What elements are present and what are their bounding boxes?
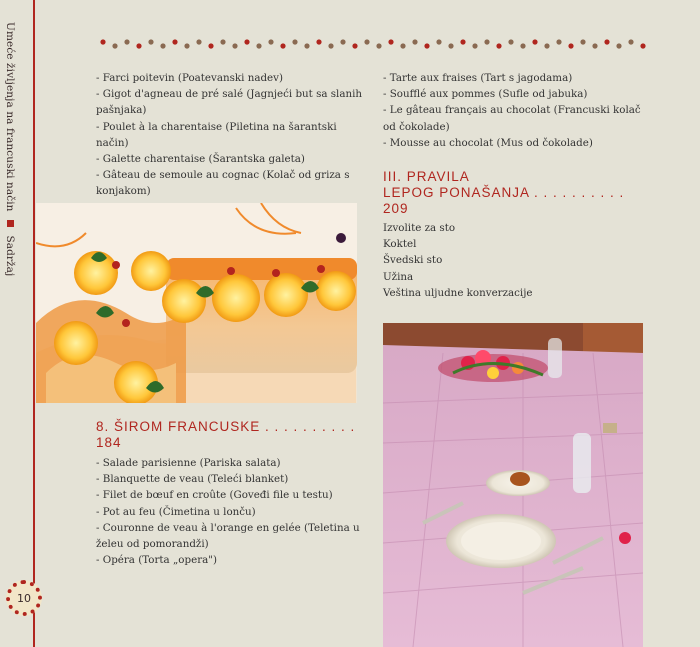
page-number-badge	[6, 580, 42, 616]
recipe-item: - Blanquette de veau (Teleći blanket)	[96, 473, 289, 486]
page-number: 10	[17, 591, 31, 605]
dessert-photo	[36, 203, 357, 403]
topic-list	[383, 220, 648, 301]
recipe-item: - Galette charentaise (Šarantska galeta)	[96, 153, 305, 166]
section-title-line1: III. PRAVILA	[383, 169, 470, 184]
decorative-border	[97, 38, 647, 50]
recipe-list	[96, 455, 366, 568]
topic-item: Koktel	[383, 238, 417, 251]
recipe-item: - Mousse au chocolat (Mus od čokolade)	[383, 136, 593, 149]
section-8-heading	[96, 419, 366, 451]
topic-item: Izvolite za sto	[383, 222, 456, 234]
recipe-item: - Tarte aux fraises (Tart s jagodama)	[383, 72, 573, 84]
recipe-item: - Poulet à la charentaise (Piletina na šarantski način)	[96, 120, 337, 149]
page-spine	[0, 0, 37, 647]
section-title-line2: LEPOG PONAŠANJA . . . . . . . . . . 209	[383, 185, 625, 216]
topic-item: Veština uljudne konverzacije	[383, 286, 533, 299]
recipe-item: - Couronne de veau à l'orange en gelée (Teletina u želeu od pomorandži)	[96, 521, 360, 551]
recipe-item: - Gigot d'agneau de pré salé (Jagnjeći but sa slanih pašnjaka)	[96, 88, 363, 117]
section-8-list	[96, 455, 366, 568]
spine-rule	[33, 0, 35, 647]
recipe-item: - Filet de bœuf en croûte (Goveđi file u testu)	[96, 489, 333, 502]
recipe-item: - Farci poitevin (Poatevanski nadev)	[96, 72, 283, 84]
book-title: Umeće življenja na francuski način	[4, 22, 16, 212]
recipe-item: - Soufflé aux pommes (Sufle od jabuka)	[383, 88, 588, 101]
menu-column-left	[96, 70, 366, 200]
running-header	[4, 22, 16, 276]
recipe-item: - Pot au feu (Čimetina u lonču)	[96, 505, 256, 518]
header-separator	[7, 220, 14, 227]
topic-item: Švedski sto	[383, 254, 443, 267]
recipe-item: - Le gâteau français au chocolat (Francuski kolač od čokolade)	[383, 104, 641, 133]
chapter-name: Sadržaj	[4, 235, 16, 277]
recipe-item: - Salade parisienne (Pariska salata)	[96, 457, 281, 469]
table-setting-photo	[383, 323, 643, 647]
recipe-list	[383, 70, 648, 151]
recipe-item: - Opéra (Torta „opera")	[96, 554, 218, 567]
recipe-list	[96, 70, 366, 200]
topic-item: Užina	[383, 270, 414, 283]
section-title: 8. ŠIROM FRANCUSKE . . . . . . . . . . 184	[96, 419, 356, 450]
recipe-item: - Gâteau de semoule au cognac (Kolač od griza s konjakom)	[96, 169, 350, 198]
menu-column-right	[383, 70, 648, 151]
section-iii-list	[383, 220, 648, 301]
section-iii-heading	[383, 169, 648, 217]
